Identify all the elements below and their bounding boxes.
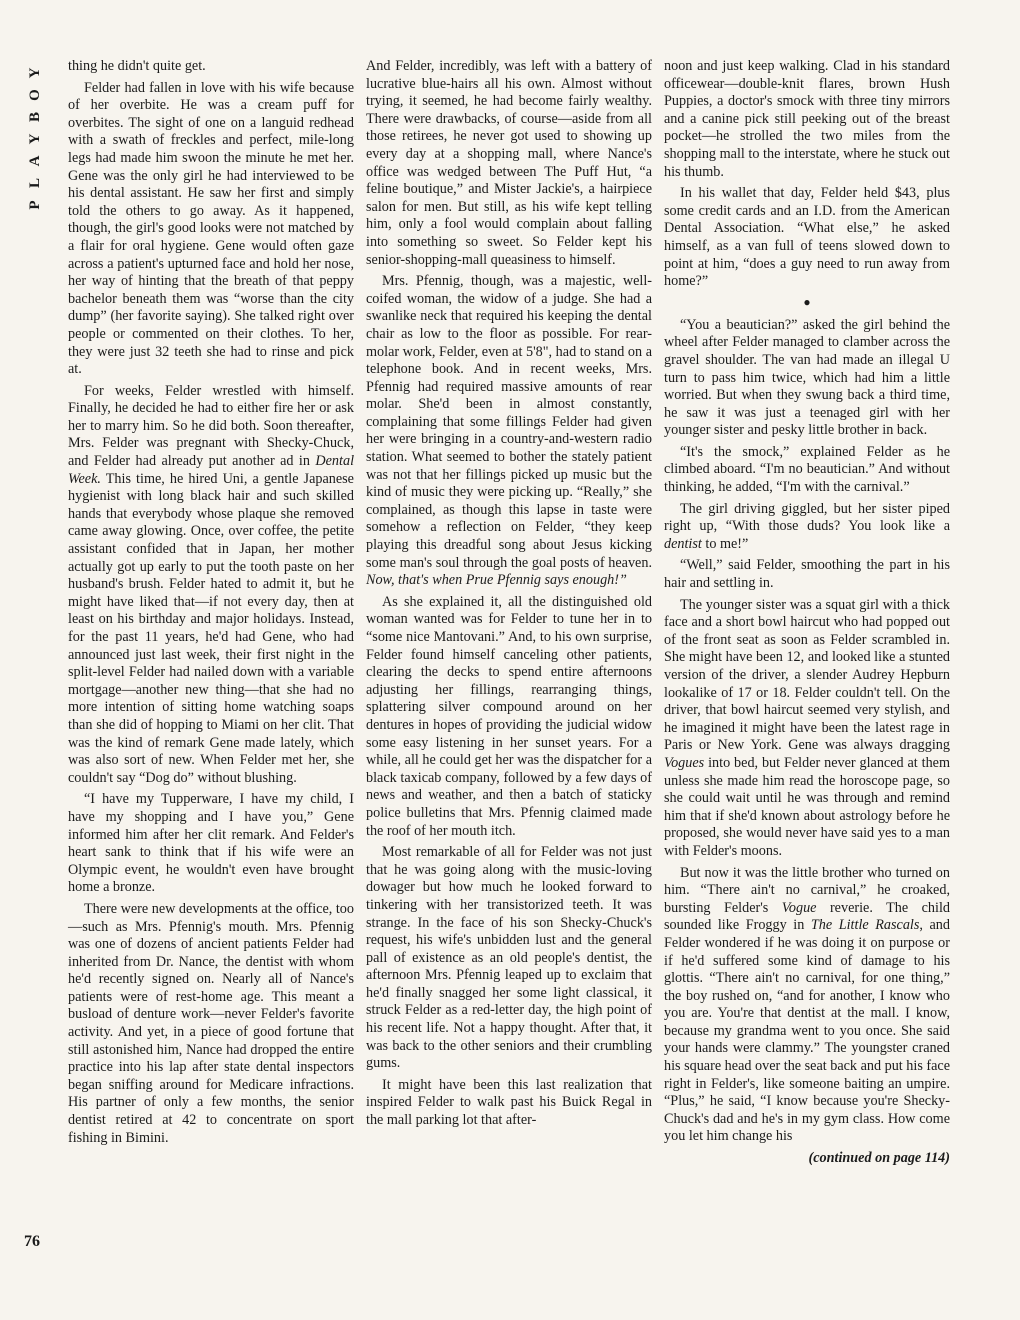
paragraph: It might have been this last realization that inspired Felder to walk past his Buick Regal in the mall parking lot that after- [366,1076,652,1129]
publication-title: Vogues [664,754,705,771]
masthead-letter: Y [27,67,43,79]
paragraph [366,273,652,590]
article-column-2 [366,58,652,1134]
show-title: The Little Rascals [810,917,920,934]
paragraph [68,383,354,788]
paragraph: Most remarkable of all for Felder was not just that he was going along with the music-loving dowager but how much he looked forward to tinkering with her transistorized teeth. It was strange. In the face of his son Shecky-Chuck's request, his wife's unbidden lust and the general pall of existence as an old people's dentist, the afternoon Mrs. Pfennig leaped up to exclaim that he'd finally snagged her some light classical, it struck Felder as a red-letter day, the high point of his recent life. Not a happy thought. After that, it was back to the other seniors and their crumbling gums. [366,844,652,1072]
paragraph: “Well,” said Felder, smoothing the part in his hair and settling in. [664,557,950,592]
publication-title: Dental Week. [68,453,355,487]
paragraph-text: But now it was the little brother who turned on him. “There ain't no carnival,” he croaked, bursting Felder's [664,864,950,916]
paragraph: thing he didn't quite get. [68,58,206,74]
paragraph-text: The girl driving giggled, but her sister piped right up, “With those duds? You look like a [664,500,950,535]
playboy-masthead [22,62,48,216]
italic-word: dentist [664,535,702,552]
paragraph: Felder had fallen in love with his wife because of her overbite. He was a cream puff for overbites. The sight of one on a languid redhead with a swath of freckles and perfect, mile-long legs had made him swoon the minute he met her. Gene was the only girl he had interviewed to be his dental assistant. He saw her first and simply told the others to go away. As it happened, though, the girl's good looks were not matched by a flair for oral hygiene. Gene would often gaze across a patient's upturned face and hold her nose, her way of hinting that the breath of that peppy bachelor beneath them was “worse than the city dump” (her favorite saying). She talked right over people or commented on their clothes. To her, they were just 32 teeth she had to rinse and pick at. [68,79,354,378]
paragraph: “You a beautician?” asked the girl behind the wheel after Felder managed to clamber across the gravel shoulder. The van had made an illegal U turn to pass him twice, which had him a little worried. But when they swung back a third time, he saw it was just a teenaged girl with her younger sister and pesky little brother in back. [664,316,950,439]
page-number: 76 [24,1233,40,1250]
paragraph: In his wallet that day, Felder held $43, plus some credit cards and an I.D. from the American Dental Association. “What else,” he asked himself, as a van full of teens slowed down to point at him, “does a guy need to run away from home?” [664,185,950,290]
continued-note: (continued on page 114) [808,1150,950,1167]
paragraph: “It's the smock,” explained Felder as he climbed aboard. “I'm no beautician.” And without thinking, he added, “I'm with the carnival.” [664,443,950,496]
paragraph: “I have my Tupperware, I have my child, I have my shopping and I have you,” Gene informed him after her clit remark. And Felder's heart sank to think that if his wife were an Olympic event, he wouldn't even have brought home a bronze. [68,791,354,896]
masthead-letter: Y [27,133,43,145]
paragraph-text: into bed, but Felder never glanced at them unless she made him read the horoscope page, so she could wait until he was through and remind him that if she'd known about astrology before he proposed, she would never have said yes to a man with Felder's moons. [664,754,950,859]
masthead-letter: O [27,89,43,101]
paragraph: There were new developments at the office, too—such as Mrs. Pfennig's mouth. Mrs. Pfennig was one of dozens of ancient patients Felder had inherited from Dr. Nance, the dentist with whom he'd recently signed on. Nearly all of Nance's patients were of rest-home age. This meant a busload of denture work—never Felder's favorite activity. And yet, in a piece of good fortune that still astonished him, Nance had dropped the entire practice into his lap after state dental inspectors began sniffing around for Medicare infractions. His partner of only a few months, the senior dentist retired at 42 to concentrate on sport fishing in Bimini. [68,900,354,1146]
masthead-letter: A [27,155,43,167]
masthead-letter: P [27,200,43,210]
paragraph-text: reverie. The child sounded like Froggy in [664,899,951,934]
italic-quote: Now, that's when Prue Pfennig says enough!” [366,572,627,589]
publication-title: Vogue [781,899,817,916]
paragraph [664,865,950,1147]
article-column-1 [68,58,354,1151]
section-divider: ● [803,294,811,309]
paragraph: As she explained it, all the distinguished old woman wanted was for Felder to tune her in to “some nice Mantovani.” And, to his own surprise, Felder found himself canceling other patients, clearing the decks to spend entire afternoons adjusting her fillings, rearranging things, splattering silver compound around on her dentures in hopes of providing the judicial widow some easy listening in her sunset years. For a while, all he could get her was the dispatcher for a black taxicab company, followed by a few days of news and weather, and then a batch of staticky police bulletins that Mrs. Pfennig claimed made the roof of her mouth itch. [366,593,652,839]
paragraph [664,501,950,554]
paragraph: noon and just keep walking. Clad in his standard officewear—double-knit flares, brown Hush Puppies, a doctor's smock with three tiny mirrors and a canine pick still peeking out of the breast pocket—he strolled the two miles from the shopping mall to the interstate, where he stuck out his thumb. [664,58,950,180]
article-column-3 [664,58,950,1172]
paragraph: And Felder, incredibly, was left with a battery of lucrative blue-hairs all his own. Almost without trying, it seemed, he had become fairly wealthy. There were drawbacks, of course—aside from all those retirees, he never got used to showing up every day at a shopping mall, where Nance's office was wedged between The Puff Hut, “a feline boutique,” and Mister Jackie's, a hairpiece salon for men. But still, as his wife kept telling him, only a fool would complain about falling into something so sweet. So Felder kept his senior-shopping-mall queasiness to himself. [366,58,652,268]
paragraph-text: This time, he hired Uni, a gentle Japanese hygienist with long black hair and such skilled hands that everybody whose plaque she removed came away glowing. Once, over coffee, the petite assistant confided that in Japan, her mother actually got up early to put the tooth paste on her husband's brush. Felder hated to admit it, but he might have liked that—if not every day, then at least on his birthday and major holidays. Instead, for the past 11 years, he'd had Gene, who had announced just last week, their first night in the split-level Felder had nailed down with a variable mortgage—another new thing—that she had no more intention of sitting home watching soaps than she did of hopping to Miami on her clit. That was the kind of remark Gene made lately, which was also sort of new. When Felder met her, she couldn't say “Dog do” without blushing. [68,470,354,786]
paragraph-text: to me!” [701,535,749,552]
paragraph-text: For weeks, Felder wrestled with himself. Finally, he decided he had to either fire her or ask her to marry him. So he did both. Soon thereafter, Mrs. Felder was pregnant with Shecky-Chuck, and Felder had already put another ad in [68,382,354,470]
paragraph [664,597,950,861]
paragraph-text: Mrs. Pfennig, though, was a majestic, well-coifed woman, the widow of a judge. She had a swanlike neck that required his keeping the dental chair as low to the floor as possible. For rear-molar work, Felder, even at 5'8", had to stand on a telephone book. And in recent weeks, Mrs. Pfennig had required massive amounts of rear molar. She'd been in almost constantly, complaining that some fillings Felder had given her were bringing in a country-and-western radio station. What seemed to bother the stately patient was not that her fillings picked up music but the kind of music they were picking up. “Really,” she complained, as though this lapse in taste were somehow a reflection on Felder, “they keep playing this dreadful song about Jesus kicking some man's soul through the goal posts of heaven. [366,273,652,571]
paragraph-text: , and Felder wondered if he was doing it on purpose or if he'd suffered some kind of damage to his glottis. “There ain't no carnival, for one thing,” the boy rushed on, “and for another, I know who you are. You're that dentist at the mall. I know, because my grandma went to you once. She said your hands were clammy.” The youngster craned his square head over the seat back and put his face right in Felder's, like someone baiting an umpire. “Plus,” he said, “I know because you're Shecky-Chuck's dad and he's in my gym class. How come you let him change his [664,917,951,1145]
paragraph-text: The younger sister was a squat girl with a thick face and a short bowl haircut who had popped out of the front seat as soon as Felder scrambled in. She might have been 12, and looked like a stunted version of the driver, a slender Audrey Hepburn lookalike of 17 or 18. Felder couldn't tell. On the driver, that bowl haircut seemed very stylish, and he imagined it might have been the latest rage in Paris or New York. Gene was always dragging [664,596,950,754]
masthead-letter: B [27,112,43,123]
masthead-letter: L [27,178,43,189]
